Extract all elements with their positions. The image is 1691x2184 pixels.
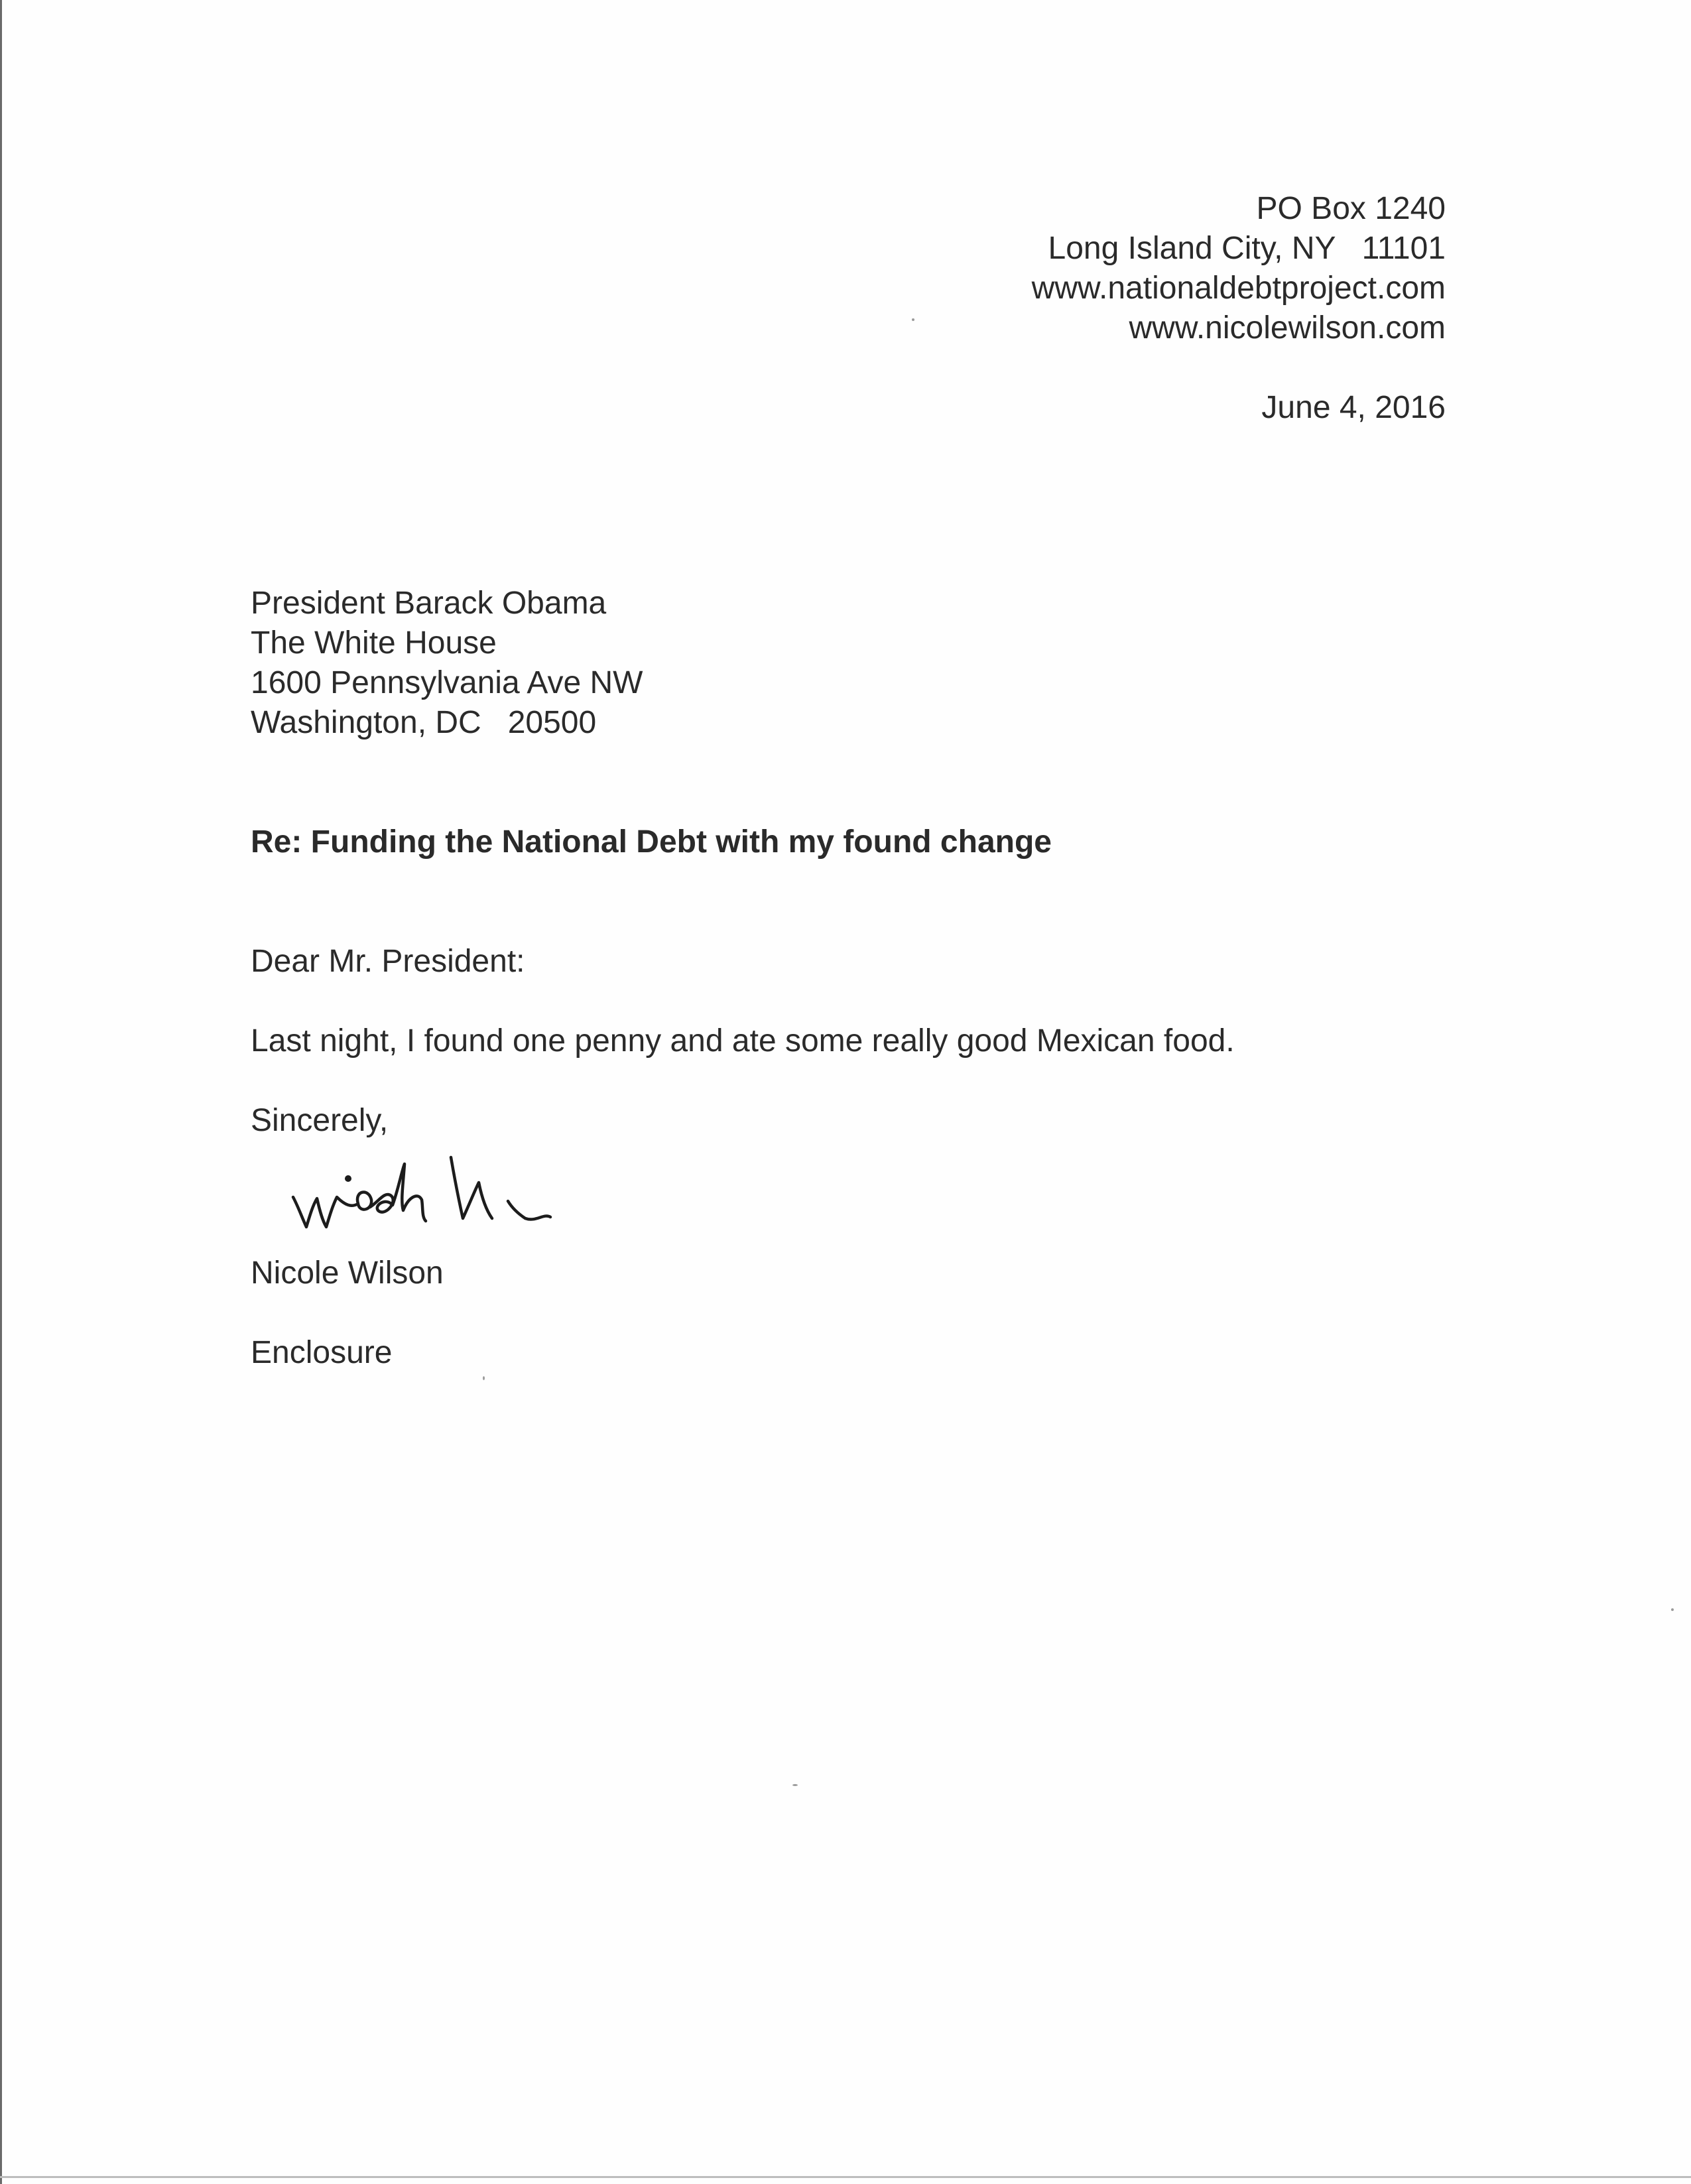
sender-website-1: www.nationaldebtproject.com (1031, 271, 1446, 306)
enclosure-note: Enclosure (251, 1335, 393, 1370)
recipient-line4: Washington, DC 20500 (251, 705, 597, 740)
sender-address-line1: PO Box 1240 (1256, 191, 1446, 226)
scan-edge-bottom (0, 2176, 1691, 2178)
sender-website-2: www.nicolewilson.com (1129, 310, 1446, 346)
salutation: Dear Mr. President: (251, 944, 525, 979)
scan-speck (1671, 1608, 1674, 1611)
signer-name: Nicole Wilson (251, 1255, 444, 1291)
scan-edge-left (0, 0, 2, 2184)
recipient-line3: 1600 Pennsylvania Ave NW (251, 665, 643, 700)
scan-speck (483, 1376, 485, 1380)
scan-speck (792, 1784, 798, 1786)
recipient-name: President Barack Obama (251, 586, 607, 621)
body-paragraph: Last night, I found one penny and ate some really good Mexican food. (251, 1023, 1235, 1059)
signature-image (285, 1144, 630, 1237)
scan-speck (912, 318, 914, 321)
closing: Sincerely, (251, 1103, 389, 1138)
subject-line: Re: Funding the National Debt with my found change (251, 824, 1052, 860)
recipient-line2: The White House (251, 625, 497, 661)
letter-date: June 4, 2016 (1261, 390, 1446, 425)
sender-address-line2: Long Island City, NY 11101 (1048, 231, 1446, 266)
